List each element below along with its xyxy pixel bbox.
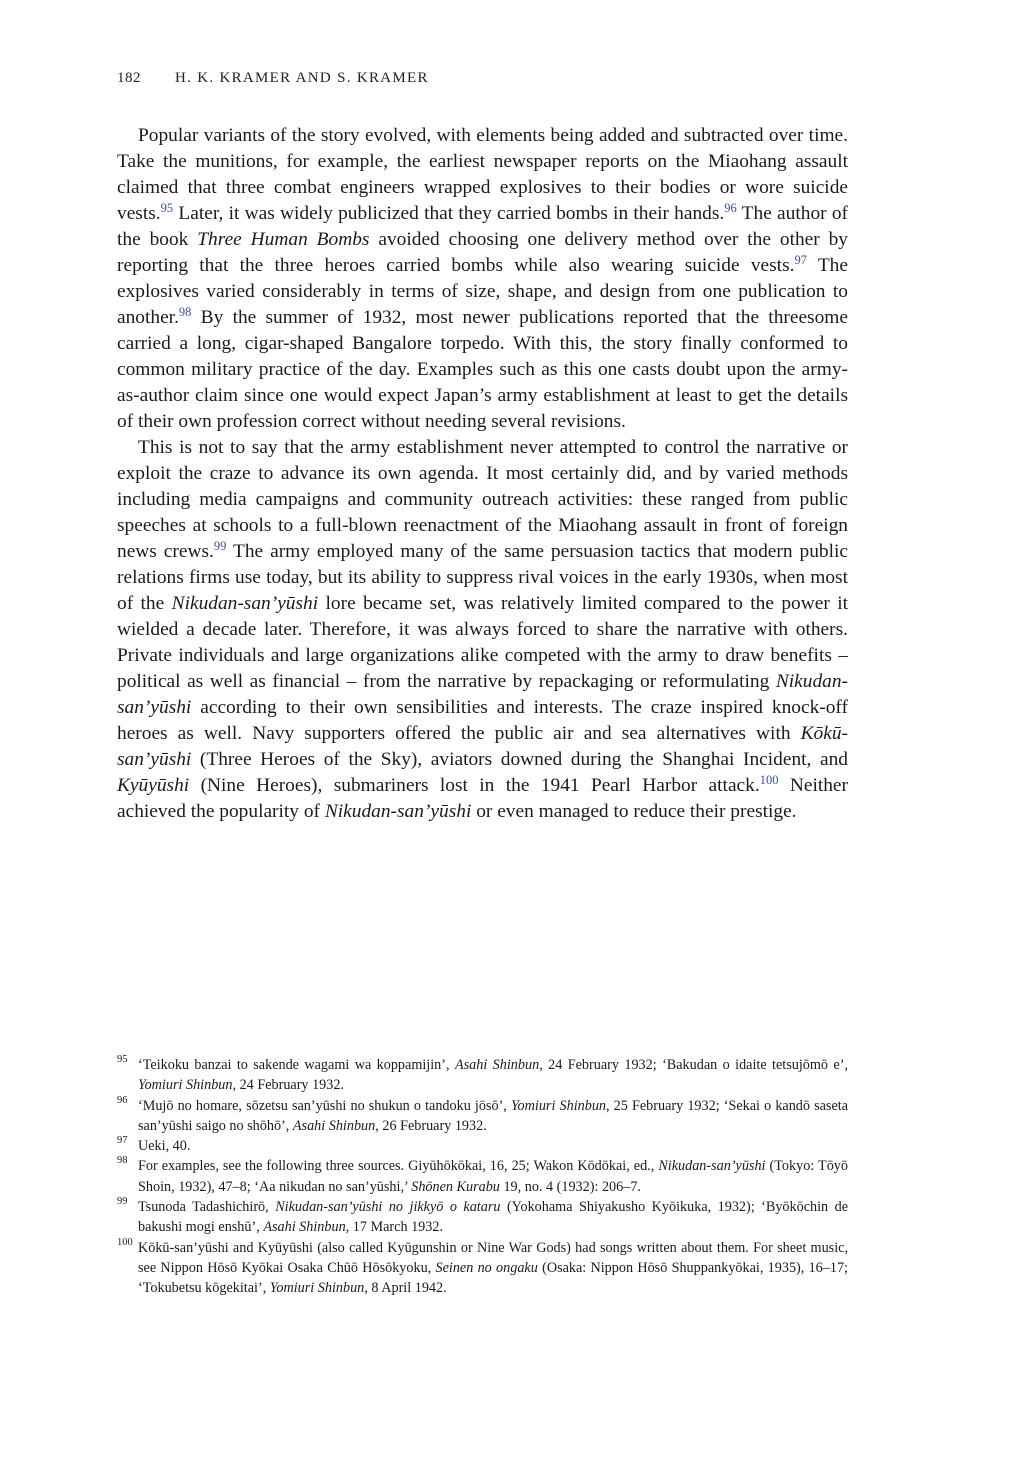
footnote-99 bbox=[117, 1197, 848, 1238]
text-run: avoided choosing one delivery method over the other by reporting that the three heroes carried bombs while also wearing suicide vests. bbox=[117, 229, 849, 276]
footnote-text: (Tokyo: Tōyō Shoin, 1932), 47–8; ‘Aa nikudan no san’yūshi,’ bbox=[138, 1158, 848, 1195]
footnote-96 bbox=[117, 1096, 848, 1137]
text-run: (Nine Heroes), submariners lost in the 1941 Pearl Harbor attack. bbox=[189, 775, 760, 796]
footnote-italic: Seinen no ongaku bbox=[435, 1259, 538, 1276]
page-number: 182 bbox=[117, 70, 141, 86]
footnote-98 bbox=[117, 1156, 848, 1197]
footnote-text: , 8 April 1942. bbox=[364, 1280, 447, 1297]
footnote-number: 96 bbox=[117, 1094, 128, 1106]
text-run: (Three Heroes of the Sky), aviators downed during the Shanghai Incident, and bbox=[191, 749, 848, 770]
footnote-italic: Yomiuri Shinbun bbox=[138, 1077, 233, 1094]
footnote-text: , 17 March 1932. bbox=[345, 1219, 444, 1236]
footnote-italic: Yomiuri Shinbun bbox=[269, 1280, 365, 1297]
footnote-text: (Osaka: Nippon Hōsō Shuppankyōkai, 1935), 16–17; ‘Tokubetsu kōgekitai’, bbox=[138, 1259, 848, 1297]
footnote-italic: Yomiuri Shinbun bbox=[510, 1097, 607, 1114]
footnote-100 bbox=[117, 1238, 848, 1299]
text-run: Neither achieved the popularity of bbox=[117, 775, 848, 822]
footnote-ref-98[interactable]: 98 bbox=[178, 305, 192, 319]
footnote-text: ‘Teikoku banzai to sakende wagami wa koppamijin’, bbox=[138, 1057, 455, 1073]
footnote-number: 98 bbox=[117, 1155, 128, 1167]
italic-term: Kōkū-san’yūshi bbox=[117, 723, 848, 770]
text-run: By the summer of 1932, most newer publications reported that the threesome carried a long, cigar-shaped Bangalore torpedo. With this, the story finally conformed to common military practice of the day. Examples such as this one casts doubt upon the army-as-author claim since one would expect Japan’s army establishment at least to get the details of their own profession correct without needing several revisions. bbox=[117, 307, 848, 432]
paragraph-1 bbox=[117, 123, 848, 435]
text-run: or even managed to reduce their prestige. bbox=[471, 801, 797, 822]
footnote-ref-97[interactable]: 97 bbox=[794, 253, 807, 267]
italic-term: Nikudan-san’yūshi bbox=[171, 593, 319, 614]
text-run: Later, it was widely publicized that they carried bombs in their hands. bbox=[173, 203, 725, 224]
italic-term: Nikudan-san’yūshi bbox=[324, 801, 472, 822]
footnote-text: , 24 February 1932. bbox=[232, 1077, 344, 1094]
footnote-text: Ueki, 40. bbox=[138, 1138, 191, 1155]
footnote-ref-99[interactable]: 99 bbox=[213, 539, 227, 553]
main-text bbox=[117, 123, 848, 825]
footnote-text: For examples, see the following three sources. Giyūhōkōkai, 16, 25; Wakon Kōdōkai, ed., bbox=[138, 1158, 659, 1175]
footnote-text: 19, no. 4 (1932): 206–7. bbox=[499, 1178, 641, 1195]
footnote-text: ‘Mujō no homare, sōzetsu san’yūshi no shukun o tandoku jōsō’, bbox=[138, 1097, 511, 1114]
text-run: The author of the book bbox=[117, 203, 848, 250]
footnote-text: , 25 February 1932; ‘Sekai o kandō saseta san’yūshi saigo no shōhō’, bbox=[138, 1097, 848, 1134]
text-run: lore became set, was relatively limited compared to the power it wielded a decade later. Therefore, it was always forced to share the narrative with others. Private individuals and large organizations alike competed with the army to draw benefits – political as well as financial – from the narrative by repackaging or reformulating bbox=[117, 593, 848, 692]
footnote-italic: Asahi Shinbun bbox=[263, 1219, 346, 1236]
footnote-ref-96[interactable]: 96 bbox=[724, 201, 737, 215]
footnote-number: 100 bbox=[117, 1236, 133, 1248]
footnote-italic: Shōnen Kurabu bbox=[411, 1178, 500, 1195]
footnote-text: Tsunoda Tadashichirō, bbox=[138, 1199, 276, 1216]
text-run: The army employed many of the same persuasion tactics that modern public relations firms use today, but its ability to suppress rival voices in the early 1930s, when most of the bbox=[117, 541, 848, 614]
footnote-ref-100[interactable]: 100 bbox=[759, 773, 779, 787]
footnote-text: (Yokohama Shiyakusho Kyōikuka, 1932); ‘Byōkōchin de bakushi mogi enshū’, bbox=[138, 1199, 849, 1236]
footnote-italic: Nikudan-san’yūshi no jikkyō o kataru bbox=[275, 1199, 501, 1216]
footnote-number: 97 bbox=[117, 1135, 128, 1147]
running-head bbox=[117, 70, 857, 87]
footnote-text: , 26 February 1932. bbox=[375, 1117, 487, 1134]
text-run: This is not to say that the army establishment never attempted to control the narrative or exploit the craze to advance its own agenda. It most certainly did, and by varied methods including media campaigns and community outreach activities: these ranged from public speeches at schools to a full-blown reenactment of the Miaohang assault in front of foreign news crews. bbox=[117, 437, 848, 562]
text-run: according to their own sensibilities and interests. The craze inspired knock-off heroes as well. Navy supporters offered the public air and sea alternatives with bbox=[117, 697, 848, 744]
footnote-97 bbox=[117, 1136, 848, 1156]
paragraph-2 bbox=[117, 435, 848, 825]
footnote-italic: Nikudan-san’yūshi bbox=[658, 1158, 766, 1175]
running-head-authors: H. K. KRAMER AND S. KRAMER bbox=[175, 70, 429, 86]
text-run: The explosives varied considerably in terms of size, shape, and design from one publication to another. bbox=[117, 255, 848, 328]
italic-term: Nikudan-san’yūshi bbox=[117, 671, 848, 718]
footnote-text: Kōkū-san’yūshi and Kyūyūshi (also called Kyūgunshin or Nine War Gods) had songs written about them. For sheet music, see Nippon Hōsō Kyōkai Osaka Chūō Hōsōkyoku, bbox=[138, 1239, 848, 1276]
footnote-number: 95 bbox=[117, 1054, 128, 1065]
footnote-number: 99 bbox=[117, 1196, 128, 1208]
footnote-95 bbox=[117, 1055, 848, 1096]
book-title-three-human-bombs: Three Human Bombs bbox=[197, 229, 370, 250]
footnote-text: , 24 February 1932; ‘Bakudan o idaite tetsujōmō e’, bbox=[539, 1057, 848, 1073]
italic-term: Kyūyūshi bbox=[117, 775, 190, 796]
footnotes bbox=[117, 1055, 848, 1299]
footnote-italic: Asahi Shinbun bbox=[454, 1057, 540, 1073]
footnote-ref-95[interactable]: 95 bbox=[160, 201, 174, 215]
text-run: Popular variants of the story evolved, with elements being added and subtracted over time. Take the munitions, for example, the earliest newspaper reports on the Miaohang assault claimed that three combat engineers wrapped explosives to their bodies or wore suicide vests. bbox=[117, 125, 848, 224]
footnote-italic: Asahi Shinbun bbox=[292, 1117, 376, 1134]
